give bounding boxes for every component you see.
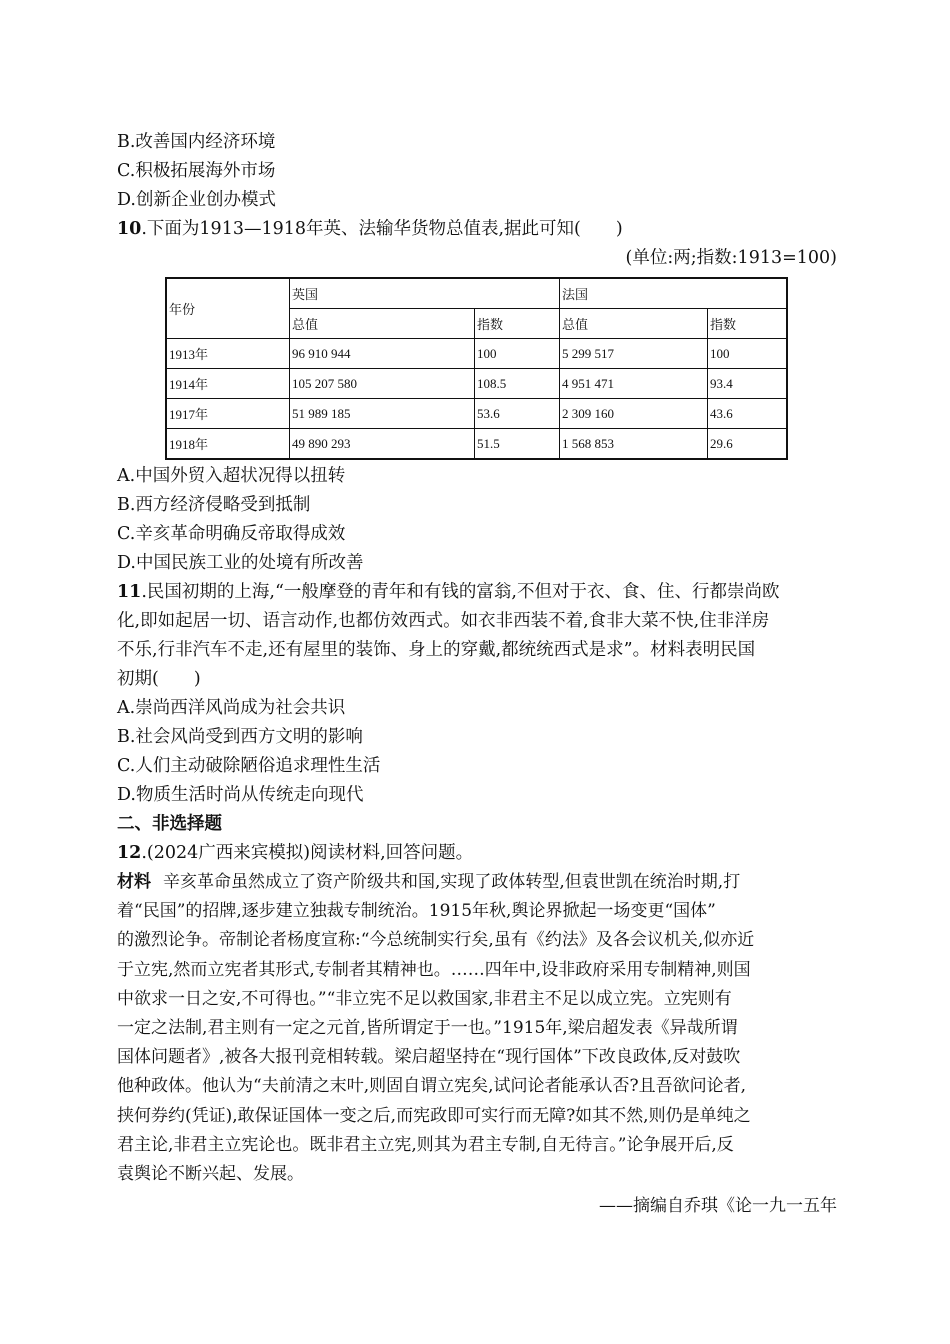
- section-title: 二、非选择题: [117, 814, 222, 834]
- material-line: 挟何券约(凭证),敢保证国体一变之后,而宪政即可实行而无障?如其不然,则仍是单纯之: [117, 1105, 751, 1126]
- q10-option-c[interactable]: C.辛亥革命明确反帝取得成效: [117, 524, 346, 544]
- q12-stem-text: .(2024广西来宾模拟)阅读材料,回答问题。: [141, 843, 474, 863]
- header-uk: 英国: [290, 278, 560, 309]
- cell-fr-total: 4 951 471: [560, 369, 708, 399]
- material-line: 他种政体。他认为“夫前清之末叶,则固自谓立宪矣,试问论者能承认否?且吾欲问论者,: [117, 1076, 747, 1097]
- cell-uk-index: 53.6: [475, 399, 560, 429]
- cell-fr-total: 5 299 517: [560, 339, 708, 369]
- table-header-row: [166, 278, 787, 309]
- q11-option-c[interactable]: C.人们主动破除陋俗追求理性生活: [117, 756, 381, 776]
- q9-option-c[interactable]: C.积极拓展海外市场: [117, 161, 276, 181]
- material-line: 的激烈论争。帝制论者杨度宣称:“今总统制实行矣,虽有《约法》及各会议机关,似亦近: [117, 930, 755, 951]
- q11-number: 11: [117, 582, 142, 602]
- material-label: 材料: [117, 872, 151, 892]
- cell-year: 1917年: [166, 399, 290, 429]
- q9-option-d[interactable]: D.创新企业创办模式: [117, 190, 276, 210]
- header-year: 年份: [166, 278, 290, 339]
- cell-uk-index: 108.5: [475, 369, 560, 399]
- q11-stem-line-1: [117, 578, 837, 607]
- material-text: 辛亥革命虽然成立了资产阶级共和国,实现了政体转型,但袁世凯在统治时期,打: [163, 872, 741, 892]
- material-line: 国体问题者》,被各大报刊竞相转载。梁启超坚持在“现行国体”下改良政体,反对鼓吹: [117, 1047, 741, 1068]
- table-row: [166, 369, 787, 399]
- q11-stem-line-3: 不乐,行非汽车不走,还有屋里的装饰、身上的穿戴,都统统西式是求”。材料表明民国: [117, 640, 756, 660]
- q9-option-b[interactable]: B.改善国内经济环境: [117, 132, 276, 152]
- material-line: 君主论,非君主立宪论也。既非君主立宪,则其为君主专制,自无待言。”论争展开后,反: [117, 1134, 734, 1155]
- cell-fr-index: 93.4: [708, 369, 788, 399]
- material-line: 一定之法制,君主则有一定之元首,皆所谓定于一也。”1915年,梁启超发表《异哉所谓: [117, 1018, 738, 1039]
- q10-unit-note: (单位:两;指数:1913=100): [625, 248, 837, 268]
- cell-uk-total: 49 890 293: [290, 429, 475, 460]
- cell-year: 1914年: [166, 369, 290, 399]
- cell-uk-index: 51.5: [475, 429, 560, 460]
- q10-option-b[interactable]: B.西方经济侵略受到抵制: [117, 495, 311, 515]
- material-line: 中欲求一日之安,不可得也。”“非立宪不足以救国家,非君主不足以成立宪。立宪则有: [117, 988, 732, 1009]
- material-line: [117, 868, 837, 897]
- table-row: [166, 399, 787, 429]
- header-uk-index: 指数: [475, 309, 560, 339]
- q12-material: [117, 868, 837, 1189]
- trade-table: [165, 277, 788, 460]
- material-line: 袁舆论不断兴起、发展。: [117, 1164, 304, 1185]
- q11-option-a[interactable]: A.崇尚西洋风尚成为社会共识: [117, 698, 346, 718]
- material-source: ——摘编自乔琪《论一九一五年: [599, 1196, 837, 1217]
- cell-uk-total: 96 910 944: [290, 339, 475, 369]
- q10-stem-text: .下面为1913—1918年英、法输华货物总值表,据此可知( ): [141, 219, 623, 239]
- table-row: [166, 429, 787, 460]
- q11-stem-line-4: 初期( ): [117, 669, 201, 689]
- cell-fr-index: 29.6: [708, 429, 788, 460]
- q11-option-b[interactable]: B.社会风尚受到西方文明的影响: [117, 727, 363, 747]
- material-line: 着“民国”的招牌,逐步建立独裁专制统治。1915年秋,舆论界掀起一场变更“国体”: [117, 901, 716, 922]
- cell-year: 1913年: [166, 339, 290, 369]
- cell-uk-total: 51 989 185: [290, 399, 475, 429]
- q12-stem: [117, 839, 837, 868]
- header-fr-total: 总值: [560, 309, 708, 339]
- cell-fr-index: 43.6: [708, 399, 788, 429]
- table-row: [166, 339, 787, 369]
- q11-option-d[interactable]: D.物质生活时尚从传统走向现代: [117, 785, 364, 805]
- cell-fr-index: 100: [708, 339, 788, 369]
- q10-number: 10: [117, 219, 142, 239]
- material-line: 于立宪,然而立宪者其形式,专制者其精神也。……四年中,设非政府采用专制精神,则国: [117, 959, 751, 980]
- q10-option-d[interactable]: D.中国民族工业的处境有所改善: [117, 553, 364, 573]
- header-uk-total: 总值: [290, 309, 475, 339]
- q11-stem-text: .民国初期的上海,“一般摩登的青年和有钱的富翁,不但对于衣、食、住、行都崇尚欧: [141, 582, 780, 602]
- q12-number: 12: [117, 843, 142, 863]
- cell-uk-total: 105 207 580: [290, 369, 475, 399]
- page-content: [117, 128, 837, 1221]
- cell-fr-total: 1 568 853: [560, 429, 708, 460]
- q10-option-a[interactable]: A.中国外贸入超状况得以扭转: [117, 466, 346, 486]
- cell-fr-total: 2 309 160: [560, 399, 708, 429]
- cell-year: 1918年: [166, 429, 290, 460]
- cell-uk-index: 100: [475, 339, 560, 369]
- q10-stem: [117, 215, 837, 244]
- q11-stem-line-2: 化,即如起居一切、语言动作,也都仿效西式。如衣非西装不着,食非大菜不快,住非洋房: [117, 611, 770, 631]
- header-fr: 法国: [560, 278, 788, 309]
- header-fr-index: 指数: [708, 309, 788, 339]
